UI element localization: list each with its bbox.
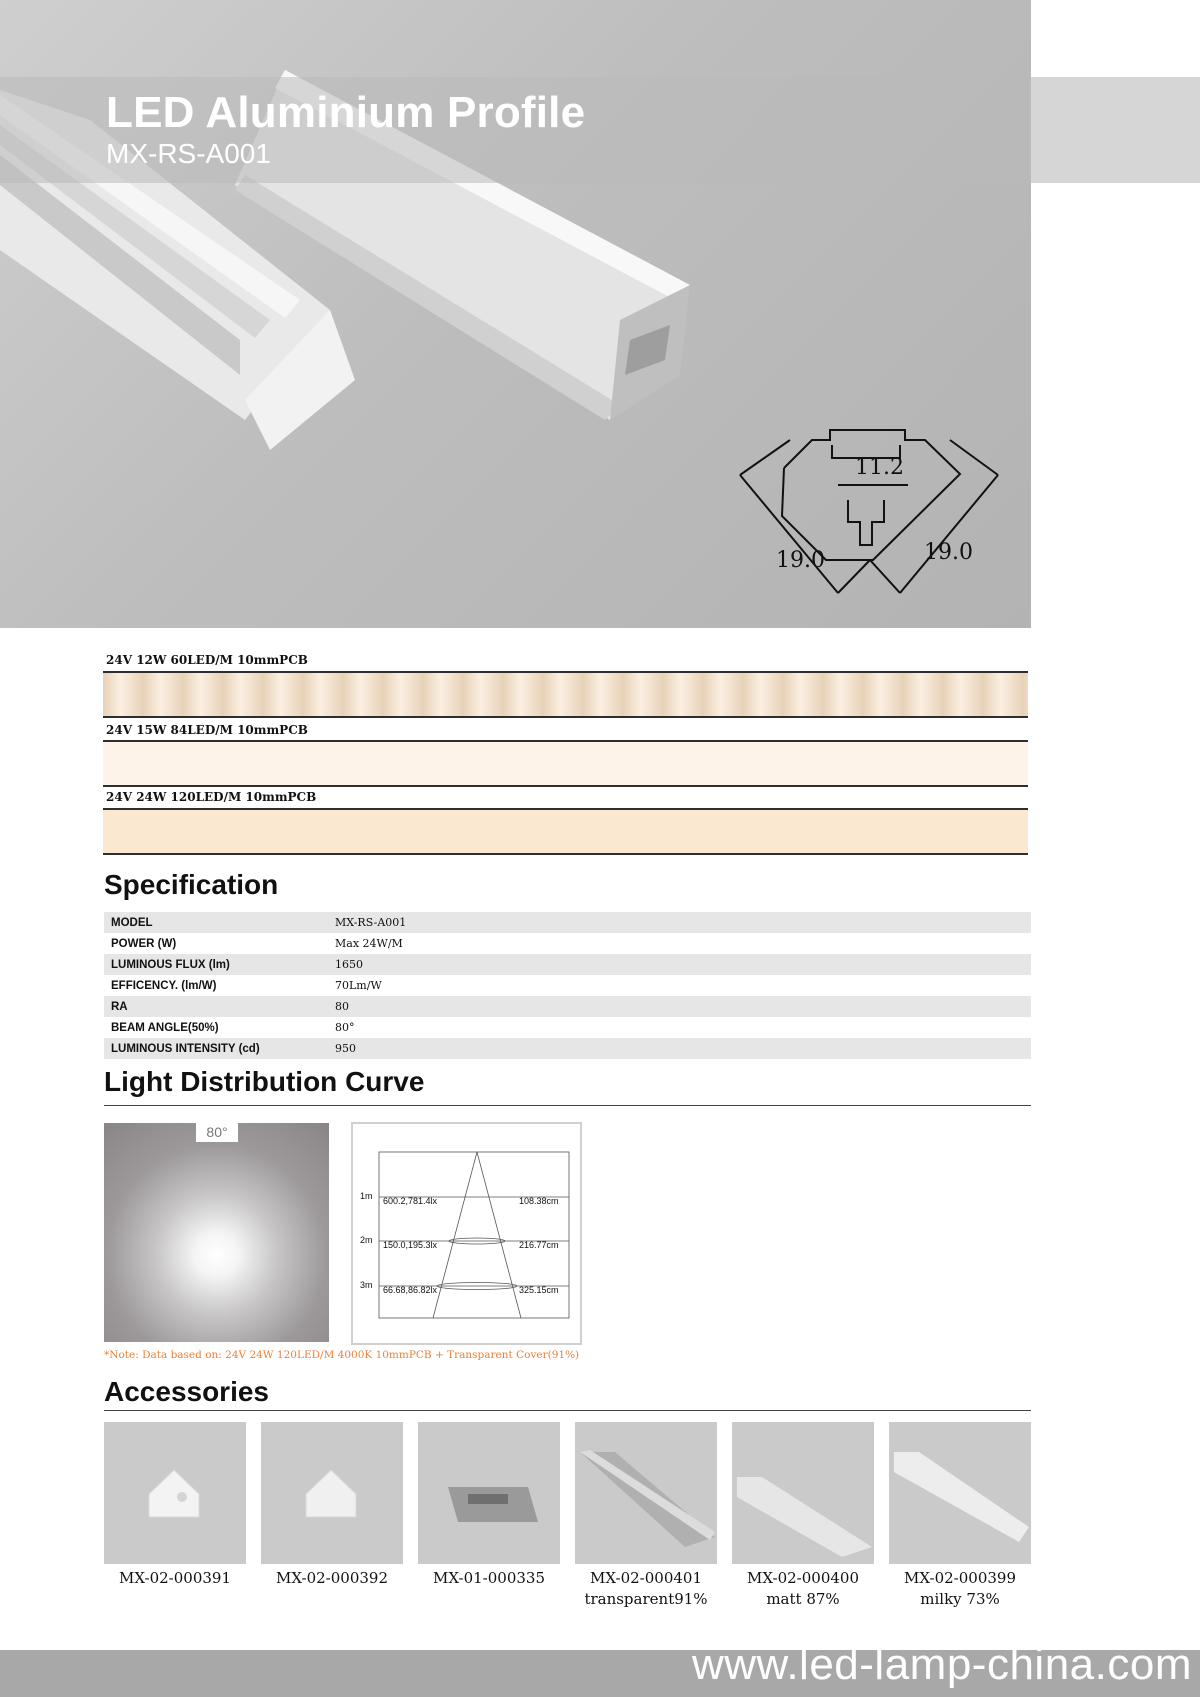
spec-key: LUMINOUS INTENSITY (cd) (104, 1038, 328, 1059)
accessory-image-cover-matt (732, 1422, 874, 1564)
strip-preview-12w (103, 671, 1028, 718)
strip-preview-15w (103, 740, 1028, 787)
curve-distance-1m: 1m (360, 1191, 373, 1201)
light-cone-drawing (353, 1124, 580, 1343)
curve-lux-2m: 150.0,195.3lx (383, 1240, 438, 1250)
accessory-image-end-cap-plain (261, 1422, 403, 1564)
light-distribution-chart (351, 1122, 582, 1345)
table-row (104, 933, 1031, 954)
spec-value: 80° (335, 1021, 355, 1034)
footer-website: www.led-lamp-china.com (691, 1640, 1192, 1689)
table-row (104, 1038, 1031, 1059)
curve-lux-1m: 600.2,781.4lx (383, 1196, 438, 1206)
curve-diameter-2m: 216.77cm (519, 1240, 559, 1250)
section-divider (104, 1410, 1031, 1411)
accessory-image-cover-milky (889, 1422, 1031, 1564)
accessory-image-end-cap (104, 1422, 246, 1564)
table-row (104, 996, 1031, 1017)
light-distribution-heading: Light Distribution Curve (104, 1066, 425, 1097)
accessories-heading: Accessories (104, 1376, 270, 1407)
accessory-code: MX-02-000400 (747, 1569, 859, 1587)
table-row (104, 975, 1031, 996)
specification-table (104, 912, 1031, 1059)
strip-label-24w: 24V 24W 120LED/M 10mmPCB (106, 790, 317, 804)
accessory-image-cover-transparent (575, 1422, 717, 1564)
spec-value: MX-RS-A001 (328, 912, 1031, 933)
spec-value: 70Lm/W (335, 979, 382, 992)
accessory-transmittance: transparent91% (584, 1590, 708, 1608)
spec-value: 950 (328, 1038, 1031, 1059)
strip-label-12w: 24V 12W 60LED/M 10mmPCB (106, 653, 308, 667)
curve-distance-2m: 2m (360, 1235, 373, 1245)
title-band-extension (1031, 77, 1200, 183)
accessory-code: MX-02-000391 (119, 1569, 231, 1587)
section-divider (104, 1105, 1031, 1106)
spec-key: BEAM ANGLE(50%) (111, 1021, 219, 1034)
beam-angle-label: 80° (196, 1123, 238, 1142)
dimension-right: 19.0 (924, 540, 973, 565)
spec-key: LUMINOUS FLUX (lm) (104, 954, 328, 975)
dimension-left: 19.0 (776, 548, 825, 573)
model-subtitle: MX-RS-A001 (106, 138, 271, 169)
beam-photo (104, 1123, 329, 1342)
curve-distance-3m: 3m (360, 1280, 373, 1290)
spec-value: 1650 (328, 954, 1031, 975)
table-row (104, 912, 1031, 933)
spec-key: RA (104, 996, 328, 1017)
spec-value: Max 24W/M (335, 937, 403, 950)
curve-diameter-1m: 108.38cm (519, 1196, 559, 1206)
page-title: LED Aluminium Profile (106, 88, 586, 137)
spec-key: MODEL (104, 912, 328, 933)
accessory-code: MX-02-000392 (276, 1569, 388, 1587)
curve-lux-3m: 66.68,86.82lx (383, 1285, 438, 1295)
strip-preview-24w (103, 808, 1028, 855)
spec-key: EFFICENCY. (lm/W) (111, 979, 217, 992)
specification-heading: Specification (104, 869, 279, 900)
accessory-transmittance: matt 87% (766, 1590, 840, 1608)
curve-diameter-3m: 325.15cm (519, 1285, 559, 1295)
strip-label-15w: 24V 15W 84LED/M 10mmPCB (106, 723, 308, 737)
table-row (104, 954, 1031, 975)
accessory-transmittance: milky 73% (920, 1590, 1000, 1608)
dimension-inner: 11.2 (855, 455, 904, 480)
data-note: *Note: Data based on: 24V 24W 120LED/M 4000K 10mmPCB + Transparent Cover(91%) (104, 1349, 580, 1361)
accessory-code: MX-02-000399 (904, 1569, 1016, 1587)
table-row (104, 1017, 1031, 1038)
accessory-code: MX-01-000335 (433, 1569, 545, 1587)
spec-key: POWER (W) (111, 937, 177, 950)
accessory-image-mounting-clip (418, 1422, 560, 1564)
spec-value: 80 (328, 996, 1031, 1017)
accessory-code: MX-02-000401 (590, 1569, 702, 1587)
